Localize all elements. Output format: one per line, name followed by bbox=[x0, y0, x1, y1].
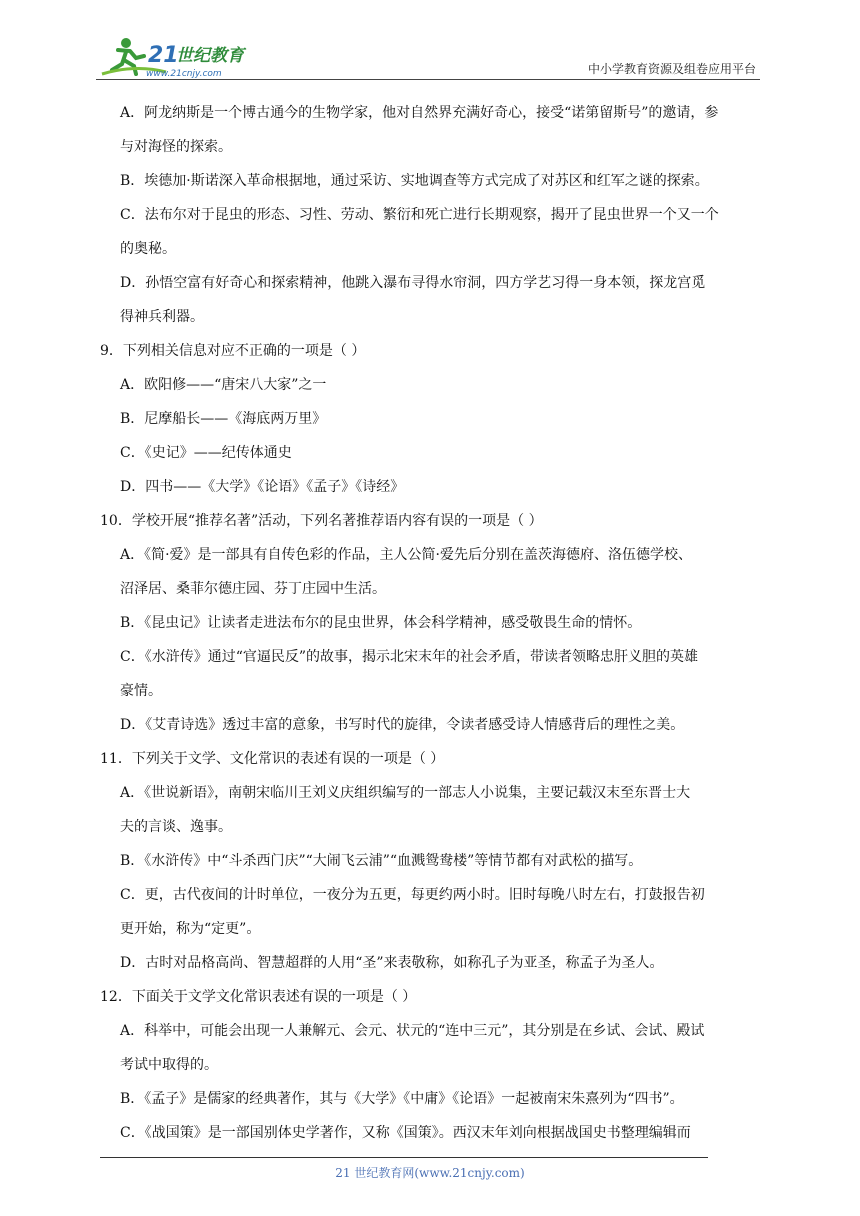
answer-option-line: C．更，古代夜间的计时单位，一夜分为五更，每更约两小时。旧时每晚八时左右，打鼓报告初 bbox=[120, 887, 705, 903]
page-header bbox=[96, 30, 760, 80]
answer-option-line: A．科举中，可能会出现一人兼解元、会元、状元的“连中三元”，其分别是在乡试、会试、殿试 bbox=[120, 1023, 705, 1039]
answer-option-line: 更开始，称为“定更”。 bbox=[120, 921, 261, 937]
answer-option-line: 与对海怪的探索。 bbox=[120, 139, 232, 155]
question-stem: 11．下列关于文学、文化常识的表述有误的一项是（ ） bbox=[100, 751, 445, 767]
answer-option-line: A．《简·爱》是一部具有自传色彩的作品，主人公简·爱先后分别在盖茨海德府、洛伍德学校、 bbox=[120, 547, 693, 563]
answer-option-line: D．《艾青诗选》透过丰富的意象，书写时代的旋律，令读者感受诗人情感背后的理性之美。 bbox=[120, 717, 685, 733]
answer-option-line: A．《世说新语》，南朝宋临川王刘义庆组织编写的一部志人小说集，主要记载汉末至东晋士大 bbox=[120, 785, 691, 801]
svg-text:www.21cnjy.com: www.21cnjy.com bbox=[146, 69, 222, 78]
svg-text:世纪教育: 世纪教育 bbox=[176, 46, 244, 66]
answer-option-line: B．《孟子》是儒家的经典著作，其与《大学》《中庸》《论语》一起被南宋朱熹列为“四书”。 bbox=[120, 1091, 684, 1107]
question-stem: 10．学校开展“推荐名著”活动，下列名著推荐语内容有误的一项是（ ） bbox=[100, 513, 543, 529]
answer-option-line: B．埃德加·斯诺深入革命根据地，通过采访、实地调查等方式完成了对苏区和红军之谜的探索。 bbox=[120, 173, 709, 189]
footer-text: 21 世纪教育网(www.21cnjy.com) bbox=[335, 1166, 525, 1180]
answer-option-line: B．《昆虫记》让读者走进法布尔的昆虫世界，体会科学精神，感受敬畏生命的情怀。 bbox=[120, 615, 642, 631]
answer-option-line: B．《水浒传》中“斗杀西门庆”“大闹飞云浦”“血溅鸳鸯楼”等情节都有对武松的描写。 bbox=[120, 853, 643, 869]
answer-option-line: 得神兵利器。 bbox=[120, 309, 204, 325]
document-body bbox=[100, 96, 764, 1150]
question-stem: 9．下列相关信息对应不正确的一项是（ ） bbox=[100, 343, 366, 359]
answer-option-line: B．尼摩船长——《海底两万里》 bbox=[120, 411, 327, 427]
answer-option-line: C．《战国策》是一部国别体史学著作，又称《国策》。西汉末年刘向根据战国史书整理编辑而 bbox=[120, 1125, 691, 1141]
answer-option-line: D．孙悟空富有好奇心和探索精神，他跳入瀑布寻得水帘洞，四方学艺习得一身本领，探龙宫觅 bbox=[120, 275, 706, 291]
header-divider bbox=[96, 79, 760, 80]
question-stem: 12．下面关于文学文化常识表述有误的一项是（ ） bbox=[100, 989, 417, 1005]
answer-option-line: 的奥秘。 bbox=[120, 241, 176, 257]
svg-text:21: 21 bbox=[148, 43, 179, 68]
answer-option-line: D．古时对品格高尚、智慧超群的人用“圣”来表敬称，如称孔子为亚圣，称孟子为圣人。 bbox=[120, 955, 664, 971]
answer-option-line: C．法布尔对于昆虫的形态、习性、劳动、繁衍和死亡进行长期观察，揭开了昆虫世界一个又一个 bbox=[120, 207, 719, 223]
answer-option-line: C．《水浒传》通过“官逼民反”的故事，揭示北宋末年的社会矛盾，带读者领略忠肝义胆的英雄 bbox=[120, 649, 699, 665]
answer-option-line: A．阿龙纳斯是一个博古通今的生物学家，他对自然界充满好奇心，接受“诺第留斯号”的邀请，参 bbox=[120, 105, 719, 121]
answer-option-line: 沼泽居、桑菲尔德庄园、芬丁庄园中生活。 bbox=[120, 581, 386, 597]
answer-option-line: 夫的言谈、逸事。 bbox=[120, 819, 232, 835]
answer-option-line: 豪情。 bbox=[120, 683, 162, 699]
answer-option-line: A．欧阳修——“唐宋八大家”之一 bbox=[120, 377, 327, 393]
platform-name: 中小学教育资源及组卷应用平台 bbox=[587, 62, 756, 76]
footer-divider bbox=[100, 1157, 708, 1158]
answer-option-line: 考试中取得的。 bbox=[120, 1057, 218, 1073]
logo bbox=[96, 34, 276, 78]
answer-option-line: D．四书——《大学》《论语》《孟子》《诗经》 bbox=[120, 479, 405, 495]
answer-option-line: C．《史记》——纪传体通史 bbox=[120, 445, 292, 461]
